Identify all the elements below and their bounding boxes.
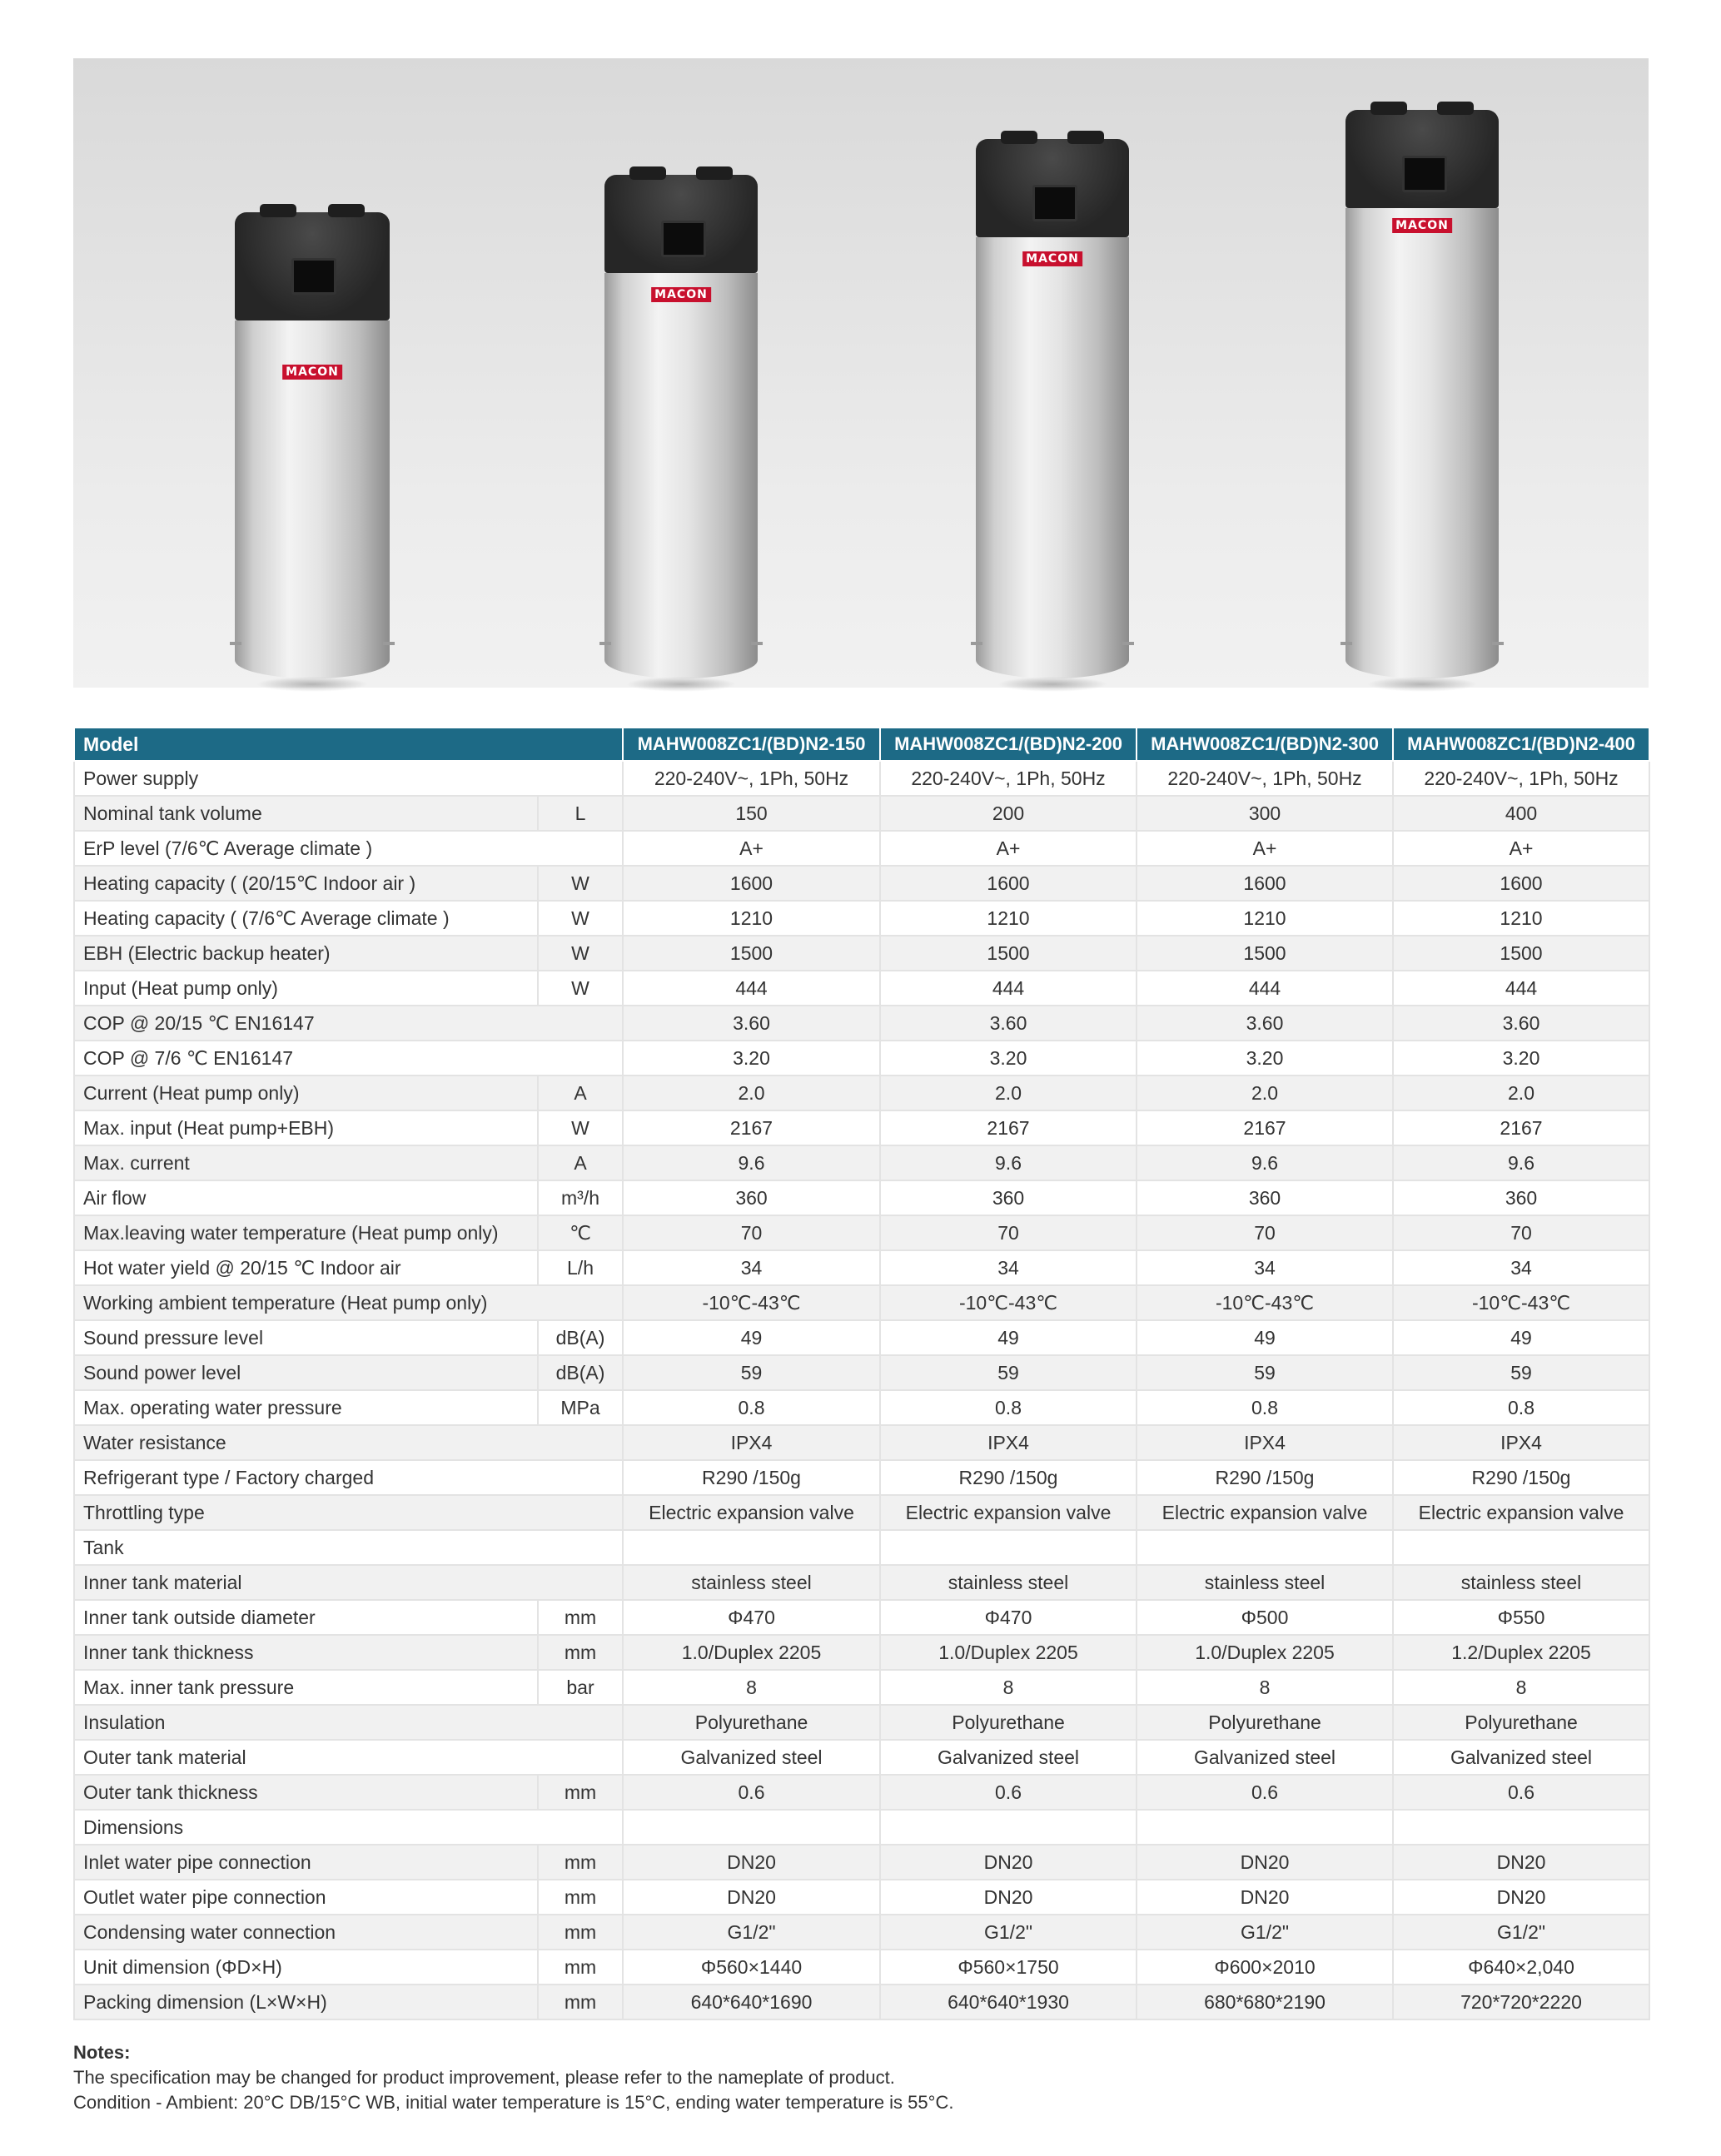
row-value: -10℃-43℃ xyxy=(1393,1285,1649,1320)
row-value: 49 xyxy=(1137,1320,1393,1355)
row-value: DN20 xyxy=(1393,1880,1649,1915)
row-value: Electric expansion valve xyxy=(880,1495,1137,1530)
row-unit: mm xyxy=(538,1985,623,2019)
row-value: 8 xyxy=(880,1670,1137,1705)
row-label: Inner tank material xyxy=(74,1565,623,1600)
row-value: G1/2" xyxy=(880,1915,1137,1950)
row-label: Sound power level xyxy=(74,1355,538,1390)
row-value xyxy=(623,1810,880,1845)
row-value: 59 xyxy=(623,1355,880,1390)
row-value: G1/2" xyxy=(623,1915,880,1950)
row-value: A+ xyxy=(880,831,1137,866)
table-row xyxy=(74,1285,1649,1320)
table-row xyxy=(74,1845,1649,1880)
row-unit: W xyxy=(538,936,623,971)
row-value: 8 xyxy=(1393,1670,1649,1705)
row-unit: W xyxy=(538,1110,623,1145)
notes-line-2: Condition - Ambient: 20°C DB/15°C WB, initial water temperature is 15°C, ending water temperature is 55°C. xyxy=(73,2092,954,2113)
row-unit: bar xyxy=(538,1670,623,1705)
row-value: 0.6 xyxy=(623,1775,880,1810)
row-label: Outer tank thickness xyxy=(74,1775,538,1810)
table-row xyxy=(74,866,1649,901)
row-value: 2167 xyxy=(1137,1110,1393,1145)
row-value: 720*720*2220 xyxy=(1393,1985,1649,2019)
row-label: Air flow xyxy=(74,1180,538,1215)
row-value: Polyurethane xyxy=(1137,1705,1393,1740)
row-unit: dB(A) xyxy=(538,1355,623,1390)
row-value: 2.0 xyxy=(880,1076,1137,1110)
spec-table-body xyxy=(74,761,1649,2019)
row-value: 640*640*1930 xyxy=(880,1985,1137,2019)
notes-title: Notes: xyxy=(73,2042,131,2063)
row-label: Nominal tank volume xyxy=(74,796,538,831)
row-label: Heating capacity ( (7/6℃ Average climate ) xyxy=(74,901,538,936)
row-value: 2.0 xyxy=(1393,1076,1649,1110)
row-value: 8 xyxy=(1137,1670,1393,1705)
row-value: Φ470 xyxy=(880,1600,1137,1635)
row-unit: A xyxy=(538,1145,623,1180)
row-label: Water resistance xyxy=(74,1425,623,1460)
row-value: 34 xyxy=(1393,1250,1649,1285)
row-value: G1/2" xyxy=(1393,1915,1649,1950)
table-header-row xyxy=(74,728,1649,761)
row-value: 360 xyxy=(880,1180,1137,1215)
product-image-banner xyxy=(73,58,1649,688)
row-value: 1.2/Duplex 2205 xyxy=(1393,1635,1649,1670)
row-value: 1600 xyxy=(623,866,880,901)
row-value: Φ600×2010 xyxy=(1137,1950,1393,1985)
row-label: Max. operating water pressure xyxy=(74,1390,538,1425)
row-value: -10℃-43℃ xyxy=(623,1285,880,1320)
row-value: 360 xyxy=(623,1180,880,1215)
row-value: 9.6 xyxy=(623,1145,880,1180)
row-value: IPX4 xyxy=(623,1425,880,1460)
row-value: 444 xyxy=(880,971,1137,1006)
heater-image-300 xyxy=(976,139,1129,678)
row-label: Heating capacity ( (20/15℃ Indoor air ) xyxy=(74,866,538,901)
row-label: COP @ 20/15 ℃ EN16147 xyxy=(74,1006,623,1041)
notes-section xyxy=(73,2040,953,2115)
row-value: 70 xyxy=(623,1215,880,1250)
header-model-400: MAHW008ZC1/(BD)N2-400 xyxy=(1393,728,1649,761)
row-value: 70 xyxy=(1137,1215,1393,1250)
row-value: 59 xyxy=(880,1355,1137,1390)
row-value: 1500 xyxy=(1393,936,1649,971)
row-value: stainless steel xyxy=(1393,1565,1649,1600)
row-value: 0.8 xyxy=(623,1390,880,1425)
table-row xyxy=(74,1530,1649,1565)
row-label: Tank xyxy=(74,1530,623,1565)
row-value: Electric expansion valve xyxy=(1137,1495,1393,1530)
table-row xyxy=(74,1110,1649,1145)
row-value: 1.0/Duplex 2205 xyxy=(880,1635,1137,1670)
row-value: 49 xyxy=(880,1320,1137,1355)
row-label: EBH (Electric backup heater) xyxy=(74,936,538,971)
row-value xyxy=(1393,1810,1649,1845)
row-value: 2167 xyxy=(623,1110,880,1145)
table-row xyxy=(74,1006,1649,1041)
row-value: Φ640×2,040 xyxy=(1393,1950,1649,1985)
row-value: R290 /150g xyxy=(1137,1460,1393,1495)
row-value: 640*640*1690 xyxy=(623,1985,880,2019)
row-value: 9.6 xyxy=(880,1145,1137,1180)
table-row xyxy=(74,1600,1649,1635)
notes-line-1: The specification may be changed for product improvement, please refer to the nameplate of product. xyxy=(73,2067,895,2088)
brand-logo: MACON xyxy=(282,365,342,380)
row-label: Dimensions xyxy=(74,1810,623,1845)
row-value: Galvanized steel xyxy=(623,1740,880,1775)
row-value: Electric expansion valve xyxy=(1393,1495,1649,1530)
table-row xyxy=(74,796,1649,831)
row-value: 1500 xyxy=(623,936,880,971)
table-row xyxy=(74,901,1649,936)
row-unit: mm xyxy=(538,1600,623,1635)
row-label: Throttling type xyxy=(74,1495,623,1530)
heater-image-400 xyxy=(1345,110,1499,678)
table-row xyxy=(74,1810,1649,1845)
row-value: 59 xyxy=(1393,1355,1649,1390)
row-unit: W xyxy=(538,901,623,936)
row-value: 300 xyxy=(1137,796,1393,831)
row-value: DN20 xyxy=(1137,1880,1393,1915)
row-value: 1210 xyxy=(1393,901,1649,936)
row-value: 2167 xyxy=(880,1110,1137,1145)
row-value: Φ550 xyxy=(1393,1600,1649,1635)
heater-image-150 xyxy=(235,212,390,678)
row-value xyxy=(1393,1530,1649,1565)
table-row xyxy=(74,936,1649,971)
table-row xyxy=(74,1950,1649,1985)
table-row xyxy=(74,1740,1649,1775)
row-unit: mm xyxy=(538,1775,623,1810)
row-value: 1600 xyxy=(1393,866,1649,901)
row-value xyxy=(880,1530,1137,1565)
table-row xyxy=(74,1705,1649,1740)
row-value: 444 xyxy=(623,971,880,1006)
table-row xyxy=(74,1460,1649,1495)
brand-logo: MACON xyxy=(1022,251,1082,266)
row-value: DN20 xyxy=(623,1880,880,1915)
row-label: Outlet water pipe connection xyxy=(74,1880,538,1915)
row-value: A+ xyxy=(1393,831,1649,866)
table-row xyxy=(74,1320,1649,1355)
row-unit: ℃ xyxy=(538,1215,623,1250)
table-row xyxy=(74,1145,1649,1180)
row-label: Inner tank outside diameter xyxy=(74,1600,538,1635)
row-value: 3.20 xyxy=(880,1041,1137,1076)
row-value: 1500 xyxy=(1137,936,1393,971)
row-value: 9.6 xyxy=(1137,1145,1393,1180)
row-value: 360 xyxy=(1393,1180,1649,1215)
table-row xyxy=(74,1250,1649,1285)
table-row xyxy=(74,971,1649,1006)
row-value: R290 /150g xyxy=(623,1460,880,1495)
row-value: G1/2" xyxy=(1137,1915,1393,1950)
row-value: 70 xyxy=(880,1215,1137,1250)
row-value: 2.0 xyxy=(1137,1076,1393,1110)
row-value: 220-240V~, 1Ph, 50Hz xyxy=(1137,761,1393,796)
row-unit: L/h xyxy=(538,1250,623,1285)
row-value: R290 /150g xyxy=(880,1460,1137,1495)
row-value: -10℃-43℃ xyxy=(880,1285,1137,1320)
row-value: 34 xyxy=(1137,1250,1393,1285)
table-row xyxy=(74,1355,1649,1390)
row-value: 3.60 xyxy=(880,1006,1137,1041)
row-value: Φ470 xyxy=(623,1600,880,1635)
row-value: IPX4 xyxy=(1393,1425,1649,1460)
row-value: Galvanized steel xyxy=(880,1740,1137,1775)
row-value: Φ560×1440 xyxy=(623,1950,880,1985)
row-value: 49 xyxy=(623,1320,880,1355)
row-value: 3.60 xyxy=(1137,1006,1393,1041)
brand-logo: MACON xyxy=(1392,218,1452,233)
row-value: DN20 xyxy=(880,1880,1137,1915)
row-label: Insulation xyxy=(74,1705,623,1740)
table-row xyxy=(74,1635,1649,1670)
row-value: 3.60 xyxy=(623,1006,880,1041)
row-value: 34 xyxy=(880,1250,1137,1285)
row-unit: A xyxy=(538,1076,623,1110)
row-value: 444 xyxy=(1393,971,1649,1006)
row-value xyxy=(880,1810,1137,1845)
row-unit: mm xyxy=(538,1845,623,1880)
row-unit: mm xyxy=(538,1950,623,1985)
row-unit: W xyxy=(538,971,623,1006)
row-value: -10℃-43℃ xyxy=(1137,1285,1393,1320)
row-value: Polyurethane xyxy=(623,1705,880,1740)
row-label: Inner tank thickness xyxy=(74,1635,538,1670)
row-value: 360 xyxy=(1137,1180,1393,1215)
row-value: 1210 xyxy=(1137,901,1393,936)
row-value: 1500 xyxy=(880,936,1137,971)
row-value: 3.20 xyxy=(623,1041,880,1076)
row-value: stainless steel xyxy=(623,1565,880,1600)
row-value: 200 xyxy=(880,796,1137,831)
row-value: Φ560×1750 xyxy=(880,1950,1137,1985)
row-value: 680*680*2190 xyxy=(1137,1985,1393,2019)
row-unit: MPa xyxy=(538,1390,623,1425)
table-row xyxy=(74,1076,1649,1110)
table-row xyxy=(74,1041,1649,1076)
row-label: COP @ 7/6 ℃ EN16147 xyxy=(74,1041,623,1076)
row-label: Unit dimension (ΦD×H) xyxy=(74,1950,538,1985)
row-label: Max.leaving water temperature (Heat pump only) xyxy=(74,1215,538,1250)
row-value: 0.6 xyxy=(1137,1775,1393,1810)
brand-logo: MACON xyxy=(651,287,711,302)
row-value: 8 xyxy=(623,1670,880,1705)
row-label: Condensing water connection xyxy=(74,1915,538,1950)
row-value: 3.60 xyxy=(1393,1006,1649,1041)
row-value: A+ xyxy=(623,831,880,866)
table-row xyxy=(74,1215,1649,1250)
row-value: DN20 xyxy=(880,1845,1137,1880)
row-value: 2167 xyxy=(1393,1110,1649,1145)
row-unit: mm xyxy=(538,1880,623,1915)
row-value: 49 xyxy=(1393,1320,1649,1355)
row-label: Packing dimension (L×W×H) xyxy=(74,1985,538,2019)
header-model-label: Model xyxy=(74,728,623,761)
row-value: 444 xyxy=(1137,971,1393,1006)
table-row xyxy=(74,1915,1649,1950)
row-label: Input (Heat pump only) xyxy=(74,971,538,1006)
row-value: 34 xyxy=(623,1250,880,1285)
row-value: 1.0/Duplex 2205 xyxy=(623,1635,880,1670)
row-value: 9.6 xyxy=(1393,1145,1649,1180)
row-value: R290 /150g xyxy=(1393,1460,1649,1495)
table-row xyxy=(74,1180,1649,1215)
row-value: 0.6 xyxy=(1393,1775,1649,1810)
table-row xyxy=(74,1565,1649,1600)
row-unit: mm xyxy=(538,1915,623,1950)
row-value: 400 xyxy=(1393,796,1649,831)
row-value: 0.8 xyxy=(1137,1390,1393,1425)
row-value: 0.8 xyxy=(880,1390,1137,1425)
row-value: 0.6 xyxy=(880,1775,1137,1810)
row-value xyxy=(623,1530,880,1565)
table-row xyxy=(74,1425,1649,1460)
row-value: DN20 xyxy=(623,1845,880,1880)
heater-image-200 xyxy=(604,175,758,678)
row-value: IPX4 xyxy=(880,1425,1137,1460)
row-value: 220-240V~, 1Ph, 50Hz xyxy=(623,761,880,796)
table-row xyxy=(74,1390,1649,1425)
header-model-200: MAHW008ZC1/(BD)N2-200 xyxy=(880,728,1137,761)
row-label: Max. current xyxy=(74,1145,538,1180)
row-unit: W xyxy=(538,866,623,901)
row-value: DN20 xyxy=(1393,1845,1649,1880)
row-value: IPX4 xyxy=(1137,1425,1393,1460)
table-row xyxy=(74,1670,1649,1705)
row-value: 220-240V~, 1Ph, 50Hz xyxy=(880,761,1137,796)
row-value xyxy=(1137,1810,1393,1845)
header-model-300: MAHW008ZC1/(BD)N2-300 xyxy=(1137,728,1393,761)
row-unit: m³/h xyxy=(538,1180,623,1215)
row-value: 2.0 xyxy=(623,1076,880,1110)
row-value: Φ500 xyxy=(1137,1600,1393,1635)
row-label: Outer tank material xyxy=(74,1740,623,1775)
row-value: 1.0/Duplex 2205 xyxy=(1137,1635,1393,1670)
row-label: Working ambient temperature (Heat pump only) xyxy=(74,1285,623,1320)
row-unit: mm xyxy=(538,1635,623,1670)
row-value: A+ xyxy=(1137,831,1393,866)
row-label: Max. input (Heat pump+EBH) xyxy=(74,1110,538,1145)
row-value: Electric expansion valve xyxy=(623,1495,880,1530)
row-label: Max. inner tank pressure xyxy=(74,1670,538,1705)
row-label: Sound pressure level xyxy=(74,1320,538,1355)
table-row xyxy=(74,1985,1649,2019)
table-row xyxy=(74,1495,1649,1530)
row-value: 3.20 xyxy=(1137,1041,1393,1076)
row-label: Inlet water pipe connection xyxy=(74,1845,538,1880)
table-row xyxy=(74,761,1649,796)
row-value: DN20 xyxy=(1137,1845,1393,1880)
header-model-150: MAHW008ZC1/(BD)N2-150 xyxy=(623,728,880,761)
row-unit: L xyxy=(538,796,623,831)
row-value: stainless steel xyxy=(880,1565,1137,1600)
row-unit: dB(A) xyxy=(538,1320,623,1355)
table-row xyxy=(74,1880,1649,1915)
row-value: 1600 xyxy=(880,866,1137,901)
row-value xyxy=(1137,1530,1393,1565)
row-value: 1600 xyxy=(1137,866,1393,901)
row-value: 1210 xyxy=(880,901,1137,936)
row-value: Galvanized steel xyxy=(1393,1740,1649,1775)
row-label: Refrigerant type / Factory charged xyxy=(74,1460,623,1495)
row-label: Hot water yield @ 20/15 ℃ Indoor air xyxy=(74,1250,538,1285)
row-value: 220-240V~, 1Ph, 50Hz xyxy=(1393,761,1649,796)
table-row xyxy=(74,831,1649,866)
row-value: Galvanized steel xyxy=(1137,1740,1393,1775)
row-value: 150 xyxy=(623,796,880,831)
row-value: 3.20 xyxy=(1393,1041,1649,1076)
spec-table xyxy=(73,727,1650,2020)
row-value: stainless steel xyxy=(1137,1565,1393,1600)
table-row xyxy=(74,1775,1649,1810)
row-value: Polyurethane xyxy=(1393,1705,1649,1740)
row-label: Current (Heat pump only) xyxy=(74,1076,538,1110)
row-value: 0.8 xyxy=(1393,1390,1649,1425)
row-label: Power supply xyxy=(74,761,623,796)
row-value: Polyurethane xyxy=(880,1705,1137,1740)
row-value: 59 xyxy=(1137,1355,1393,1390)
row-label: ErP level (7/6℃ Average climate ) xyxy=(74,831,623,866)
row-value: 1210 xyxy=(623,901,880,936)
row-value: 70 xyxy=(1393,1215,1649,1250)
